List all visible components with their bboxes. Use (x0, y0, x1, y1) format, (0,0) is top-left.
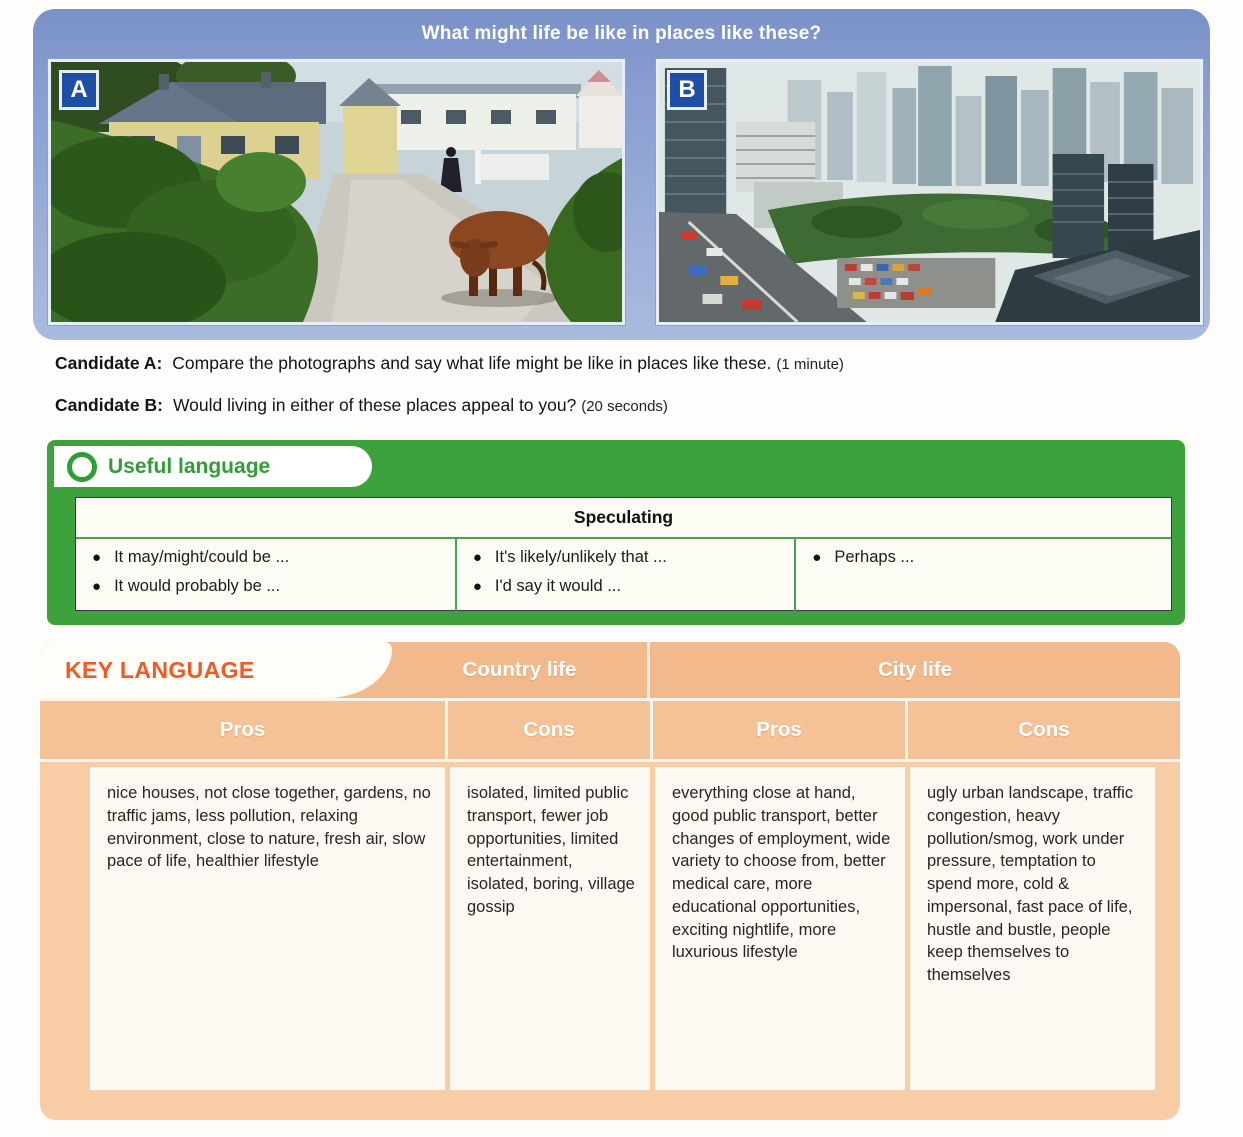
subheader-country-cons: Cons (445, 701, 650, 759)
candidate-b-text: Would living in either of these places appeal to you? (172, 395, 577, 415)
bullet-icon: ● (472, 578, 482, 595)
candidate-b-label: Candidate B: (55, 395, 163, 415)
phrase: Perhaps ... (834, 548, 915, 566)
useful-language-column-2 (455, 539, 794, 611)
list-item (92, 577, 447, 596)
cell-city-cons: ugly urban landscape, traffic congestion, heavy pollution/smog, work under pressure, temptation to spend more, cold & impersonal, fast pace of life, hustle and bustle, people keep themselves to themselves (910, 767, 1155, 1090)
cell-country-pros: nice houses, not close together, gardens, no traffic jams, less pollution, relaxing environment, close to nature, fresh air, slow pace of life, healthier lifestyle (90, 767, 445, 1090)
photo-b (656, 59, 1203, 325)
page-title: What might life be like in places like these? (421, 23, 822, 44)
candidate-a-prompt (55, 353, 1215, 374)
useful-language-column-1 (76, 539, 455, 611)
pros-cons-header-row (40, 698, 1180, 762)
useful-language-panel (47, 440, 1185, 625)
photo-label-a: A (59, 70, 99, 110)
photo-a (48, 59, 625, 325)
photo-b-image (659, 62, 1200, 322)
group-label-city-life: City life (647, 642, 1180, 698)
candidate-b-time: (20 seconds) (581, 398, 668, 415)
list-item (92, 548, 447, 567)
subheader-city-pros: Pros (650, 701, 905, 759)
phrase: It's likely/unlikely that ... (494, 548, 667, 566)
candidate-prompts (55, 353, 1215, 437)
phrase: It may/might/could be ... (114, 548, 290, 566)
cell-country-cons: isolated, limited public transport, fewer job opportunities, limited entertainment, isolated, boring, village gossip (450, 767, 650, 1090)
list-item (812, 548, 1163, 567)
key-language-header-band (40, 642, 1180, 698)
key-language-heading: KEY LANGUAGE (65, 656, 255, 683)
phrase: I'd say it would ... (494, 577, 621, 595)
bullet-icon: ● (812, 549, 822, 566)
photo-panel (33, 9, 1210, 340)
useful-language-heading: Useful language (108, 454, 271, 478)
bullet-icon: ● (472, 549, 482, 566)
key-language-heading-pill (40, 642, 392, 698)
useful-language-column-3 (794, 539, 1171, 611)
candidate-a-time: (1 minute) (776, 356, 844, 373)
phrase: It would probably be ... (114, 577, 281, 595)
list-item (473, 577, 786, 596)
useful-language-heading-pill (54, 446, 372, 487)
photo-row (48, 59, 1203, 325)
candidate-a-label: Candidate A: (55, 353, 163, 373)
key-language-body (90, 767, 1155, 1090)
bullet-icon: ● (92, 549, 102, 566)
useful-language-table (75, 497, 1172, 611)
cell-city-pros: everything close at hand, good public transport, better changes of employment, wide variety to choose from, better medical care, more educational opportunities, exciting nightlife, more luxurious lifestyle (655, 767, 905, 1090)
speculating-title: Speculating (76, 498, 1171, 539)
photo-label-b: B (667, 70, 707, 110)
group-label-country-life: Country life (462, 658, 577, 681)
candidate-a-text: Compare the photographs and say what life might be like in places like these. (172, 353, 772, 373)
subheader-country-pros: Pros (219, 718, 266, 741)
subheader-city-cons: Cons (905, 701, 1180, 759)
list-item (473, 548, 786, 567)
bullet-icon: ● (92, 578, 102, 595)
candidate-b-prompt (55, 395, 1215, 416)
ring-icon (67, 452, 97, 482)
key-language-panel (40, 642, 1180, 1120)
photo-a-image (51, 62, 622, 322)
